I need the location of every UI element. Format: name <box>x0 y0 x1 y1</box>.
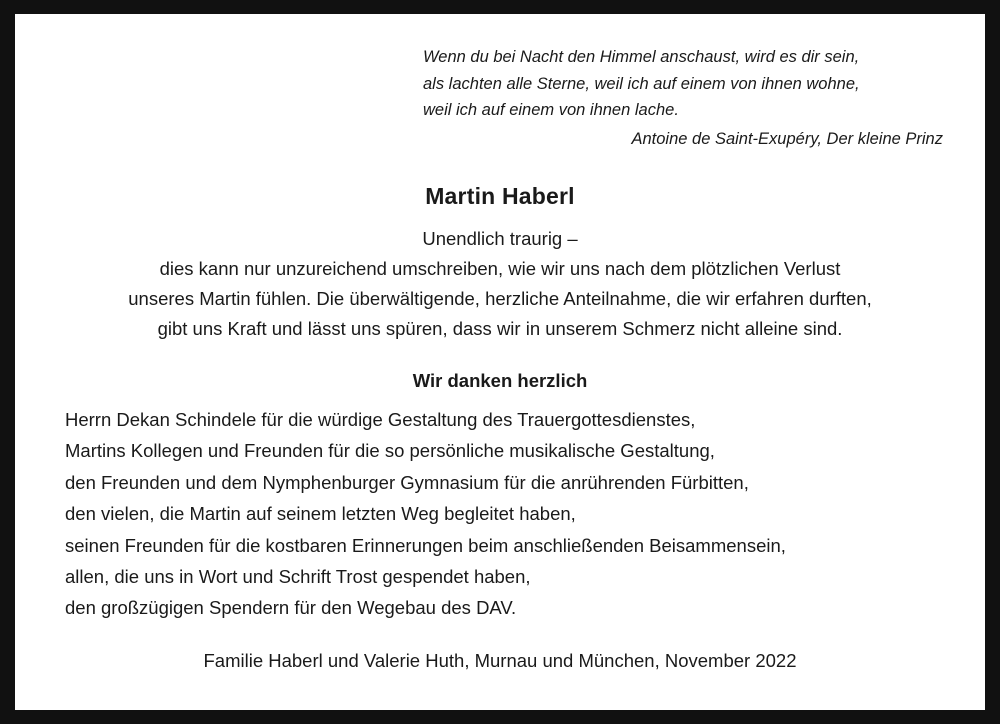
epigraph-line: Wenn du bei Nacht den Himmel anschaust, wird es dir sein, <box>423 48 860 66</box>
intro-line: dies kann nur unzureichend umschreiben, wie wir uns nach dem plötzlichen Verlust <box>159 257 841 279</box>
thanks-line: seinen Freunden für die kostbaren Erinnerungen beim anschließenden Beisammensein, <box>65 534 786 556</box>
obituary-card <box>14 13 986 711</box>
thanks-list <box>57 404 943 624</box>
thanks-line: den Freunden und dem Nymphenburger Gymnasium für die anrührenden Fürbitten, <box>65 471 749 493</box>
thanks-line: Martins Kollegen und Freunden für die so persönliche musikalische Gestaltung, <box>65 440 715 462</box>
thanks-line: den großzügigen Spendern für den Wegebau des DAV. <box>65 597 517 619</box>
epigraph-line: als lachten alle Sterne, weil ich auf einem von ihnen wohne, <box>423 74 860 93</box>
epigraph-line: weil ich auf einem von ihnen lache. <box>423 101 679 120</box>
intro-line: gibt uns Kraft und lässt uns spüren, dass wir in unserem Schmerz nicht alleine sind. <box>157 317 843 339</box>
intro-line: Unendlich traurig – <box>422 227 578 249</box>
signature-line: Familie Haberl und Valerie Huth, Murnau und München, November 2022 <box>203 649 797 671</box>
intro-block <box>57 224 943 344</box>
thanks-heading: Wir danken herzlich <box>412 369 588 391</box>
thanks-line: allen, die uns in Wort und Schrift Trost gespendet haben, <box>65 565 531 587</box>
thanks-line: Herrn Dekan Schindele für die würdige Gestaltung des Trauergottesdienstes, <box>65 408 696 430</box>
deceased-name: Martin Haberl <box>425 182 575 209</box>
intro-line: unseres Martin fühlen. Die überwältigende, herzliche Anteilnahme, die wir erfahren durften, <box>128 287 872 309</box>
epigraph-quote <box>423 44 943 124</box>
thanks-line: den vielen, die Martin auf seinem letzten Weg begleitet haben, <box>65 503 576 525</box>
epigraph-attribution: Antoine de Saint-Exupéry, Der kleine Prinz <box>631 130 943 149</box>
